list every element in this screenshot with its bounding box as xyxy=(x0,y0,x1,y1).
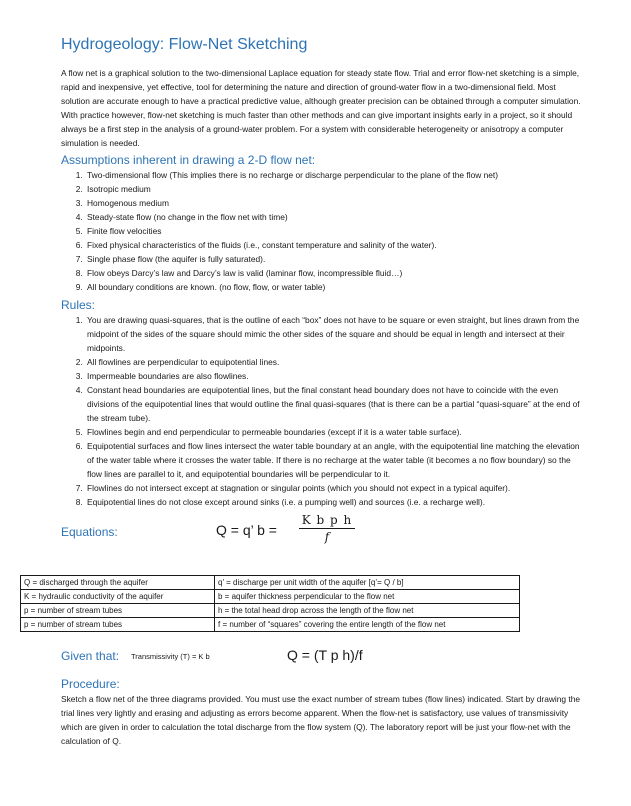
list-item: 2. All flowlines are perpendicular to equipotential lines. xyxy=(85,355,581,369)
list-item: 6. Fixed physical characteristics of the fluids (i.e., constant temperature and salinity of the water). xyxy=(85,238,581,252)
table-row xyxy=(21,576,520,590)
list-item: 9. All boundary conditions are known. (no flow, flow, or water table) xyxy=(85,280,581,294)
given-heading: Given that: xyxy=(61,649,120,663)
table-cell: Q = discharged through the aquifer xyxy=(21,576,215,590)
intro-paragraph: A flow net is a graphical solution to the two-dimensional Laplace equation for steady state flow. Trial and error flow-net sketching is a simple, rapid and inexpensive, yet effective, tool for determining the nature and direction of ground-water flow in a two-dimensional field. Most solution are accurate enough to have a practical predictive value, although greater precision can be obtained through a computer simulation. With practice however, flow-net sketching is much faster than other methods and can give important insights early in a project, so it should always be a first step in the analysis of a ground-water problem. For a system with considerable heterogeneity or anisotropy a computer simulation is needed. xyxy=(61,68,581,148)
list-item: 5. Finite flow velocities xyxy=(85,224,581,238)
document-page xyxy=(61,36,581,554)
equation-fraction xyxy=(299,513,355,544)
equations-heading: Equations: xyxy=(61,525,118,539)
list-item: 1. Two-dimensional flow (This implies there is no recharge or discharge perpendicular to the plane of the flow net) xyxy=(85,168,581,182)
list-item: 2. Isotropic medium xyxy=(85,182,581,196)
given-equation: Q = (T p h)/f xyxy=(287,647,363,663)
fraction-denominator: f xyxy=(324,530,330,544)
table-cell: f = number of “squares” covering the entire length of the flow net xyxy=(215,618,520,632)
list-item: 3. Homogenous medium xyxy=(85,196,581,210)
list-item: 7. Single phase flow (the aquifer is fully saturated). xyxy=(85,252,581,266)
given-row xyxy=(61,648,581,668)
table-cell: p = number of stream tubes xyxy=(21,618,215,632)
list-item: 6. Equipotential surfaces and flow lines intersect the water table boundary at an angle, with the equipotential line matching the elevation of the water table where it crosses the water table. If there is no recharge at the water table (it becomes a no flow boundary) so the flow lines are parallel to it, and equipotential boundaries will be perpendicular to it. xyxy=(85,439,581,481)
procedure-paragraph: Sketch a flow net of the three diagrams provided. You must use the exact number of stream tubes (flow lines) indicated. Start by drawing the trial lines very lightly and erasing and adjusting as errors become apparent. When the flow-net is satisfactory, use values of transmissivity which are given in order to calculation the total discharge from the flow system (Q). The laboratory report will be just your flow-net with the calculation of Q. xyxy=(61,694,581,746)
discharge-equation: Q = q’ b = xyxy=(216,522,277,538)
transmissivity-text: Transmissivity (T) = K b xyxy=(131,652,210,661)
assumptions-heading: Assumptions inherent in drawing a 2-D flow net: xyxy=(61,153,316,167)
list-item: 7. Flowlines do not intersect except at stagnation or singular points (which you should not expect in a typical aquifer). xyxy=(85,481,581,495)
list-item: 8. Flow obeys Darcy’s law and Darcy’s law is valid (laminar flow, incompressible fluid…) xyxy=(85,266,581,280)
list-item: 4. Steady-state flow (no change in the flow net with time) xyxy=(85,210,581,224)
page-title: Hydrogeology: Flow-Net Sketching xyxy=(61,36,308,53)
variables-table xyxy=(20,575,520,632)
list-item: 1. You are drawing quasi-squares, that is the outline of each “box” does not have to be square or even straight, but lines drawn from the midpoint of the sides of the square should mimic the other sides of the square and should be equal in length and intersect at their midpoints. xyxy=(85,313,581,355)
assumptions-list xyxy=(61,168,581,294)
list-item: 3. Impermeable boundaries are also flowlines. xyxy=(85,369,581,383)
list-item: 8. Equipotential lines do not close except around sinks (i.e. a pumping well) and sources (i.e. a recharge well). xyxy=(85,495,581,509)
rules-list xyxy=(61,313,581,509)
procedure-heading: Procedure: xyxy=(61,677,120,691)
table-cell: q’ = discharge per unit width of the aquifer [q’= Q / b] xyxy=(215,576,520,590)
list-item: 4. Constant head boundaries are equipotential lines, but the final constant head boundary does not have to coincide with the even divisions of the equipotential lines that would outline the final quasi-squares (that is there can be a partial “quasi-square” at the end of the stream tube). xyxy=(85,383,581,425)
table-cell: b = aquifer thickness perpendicular to the flow net xyxy=(215,590,520,604)
table-row xyxy=(21,618,520,632)
equations-row xyxy=(61,512,581,554)
procedure-section xyxy=(61,676,581,748)
table-cell: K = hydraulic conductivity of the aquifer xyxy=(21,590,215,604)
table-cell: p = number of stream tubes xyxy=(21,604,215,618)
table-cell: h = the total head drop across the length of the flow net xyxy=(215,604,520,618)
list-item: 5. Flowlines begin and end perpendicular to permeable boundaries (except if it is a water table surface). xyxy=(85,425,581,439)
fraction-numerator: K b p h xyxy=(299,513,355,529)
table-row xyxy=(21,604,520,618)
rules-heading: Rules: xyxy=(61,298,96,312)
table-row xyxy=(21,590,520,604)
